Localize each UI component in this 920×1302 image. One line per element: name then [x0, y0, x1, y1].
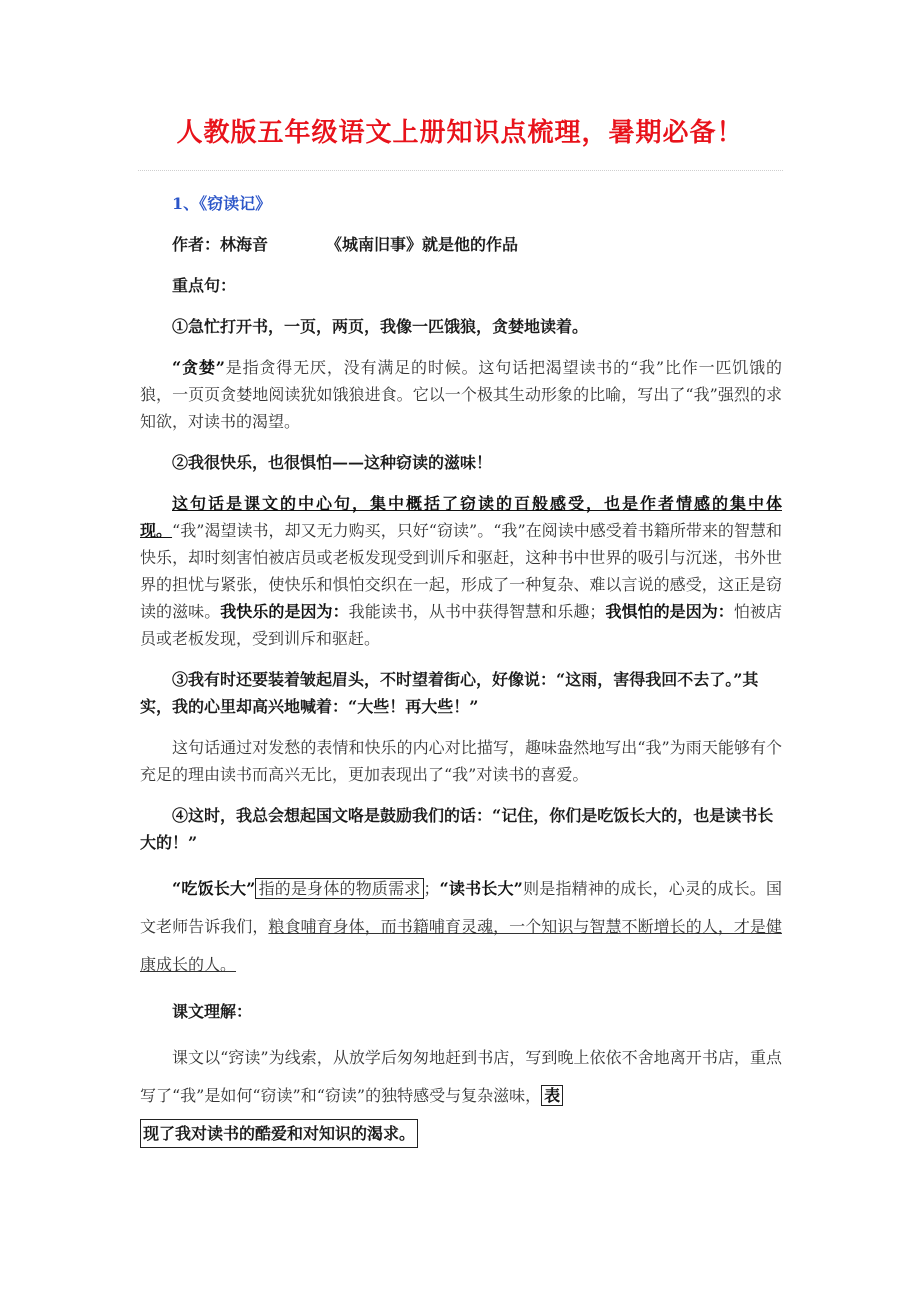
author-work: 《城南旧事》就是他的作品 — [326, 235, 519, 254]
analysis-2-text: “我”渴望读书，却又无力购买，只好“窃读”。“我”在阅读中感受着书籍所带来的智慧和快乐，却时刻害怕被店员或老板发现受到训斥和驱赶，这种书中世界的吸引与沉迷，书外世界的担忧与紧张，使快乐和惧怕交织在一起，形成了一种复杂、难以言说的感受，这正是窃读的滋味。 — [140, 521, 782, 621]
key-sentence-3: ③我有时还要装着皱起眉头，不时望着街心，好像说：“这雨，害得我回不去了。”其实，我的心里却高兴地喊着：“大些！再大些！” — [140, 670, 759, 716]
key-sentences-label: 重点句： — [172, 276, 237, 295]
happy-reason: 我能读书，从书中获得智慧和乐趣； — [348, 602, 606, 621]
key-sentence-4: ④这时，我总会想起国文咯是鼓励我们的话：“记住，你们是吃饭长大的，也是读书长大的！” — [140, 806, 774, 852]
analysis-4-text: 则是指精神的成长，心灵的成长。国文老师告诉我们， — [140, 879, 782, 936]
understanding-body: 课文以“窍读”为线索，从放学后匆匆地赶到书店，写到晚上依依不舍地离开书店，重点写了“我”是如何“窃读”和“窃读”的独特感受与复杂滋味， — [140, 1048, 782, 1105]
boxed-conclusion-start: 表 — [541, 1085, 563, 1106]
key-sentence-1: ①急忙打开书，一页，两页，我像一匹饿狼，贪婪地读着。 — [172, 317, 589, 336]
term-eat-grow: “吃饭长大” — [172, 879, 256, 898]
page-title: 人教版五年级语文上册知识点梳理，暑期必备！ — [176, 118, 744, 148]
analysis-2 — [140, 490, 782, 652]
happy-reason-label: 我快乐的是因为： — [220, 602, 349, 621]
author-label: 作者：林海音 — [172, 235, 269, 254]
section-heading: 1、《窃读记》 — [172, 194, 272, 213]
boxed-conclusion: 现了我对读书的酷爱和对知识的渴求。 — [140, 1119, 418, 1148]
nourish-soul-note: 粮食哺育身体，而书籍哺育灵魂，一个知识与智慧不断增长的人，才是健康成长的人。 — [140, 917, 782, 974]
title-divider — [138, 170, 783, 171]
term-tanlan: “贪婪” — [172, 358, 225, 377]
author-line — [140, 231, 782, 258]
boxed-physical-need: 指的是身体的物质需求 — [255, 878, 423, 899]
term-read-grow: “读书长大” — [439, 879, 523, 898]
analysis-4 — [140, 870, 782, 984]
understanding-text — [140, 1039, 782, 1115]
analysis-4-sep: ； — [423, 879, 440, 898]
fear-reason: 怕被店员或老板发现，受到训斥和驱赶。 — [140, 602, 782, 648]
analysis-1 — [140, 354, 782, 435]
understanding-label: 课文理解： — [172, 1002, 253, 1021]
document-content — [140, 190, 782, 1148]
key-sentence-2: ②我很快乐，也很惧怕——这种窃读的滋味！ — [172, 453, 493, 472]
fear-reason-label: 我惧怕的是因为： — [605, 602, 734, 621]
analysis-1-text: 是指贪得无厌，没有满足的时候。这句话把渴望读书的“我”比作一匹饥饿的狼，一页页贪婪地阅读犹如饿狼进食。它以一个极其生动形象的比喻，写出了“我”强烈的求知欲，对读书的渴望。 — [140, 358, 782, 431]
analysis-3: 这句话通过对发愁的表情和快乐的内心对比描写，趣味盎然地写出“我”为雨天能够有个充足的理由读书而高兴无比，更加表现出了“我”对读书的喜爱。 — [140, 738, 782, 784]
central-sentence-note: 这句话是课文的中心句，集中概括了窃读的百般感受，也是作者情感的集中体现。 — [140, 494, 782, 540]
